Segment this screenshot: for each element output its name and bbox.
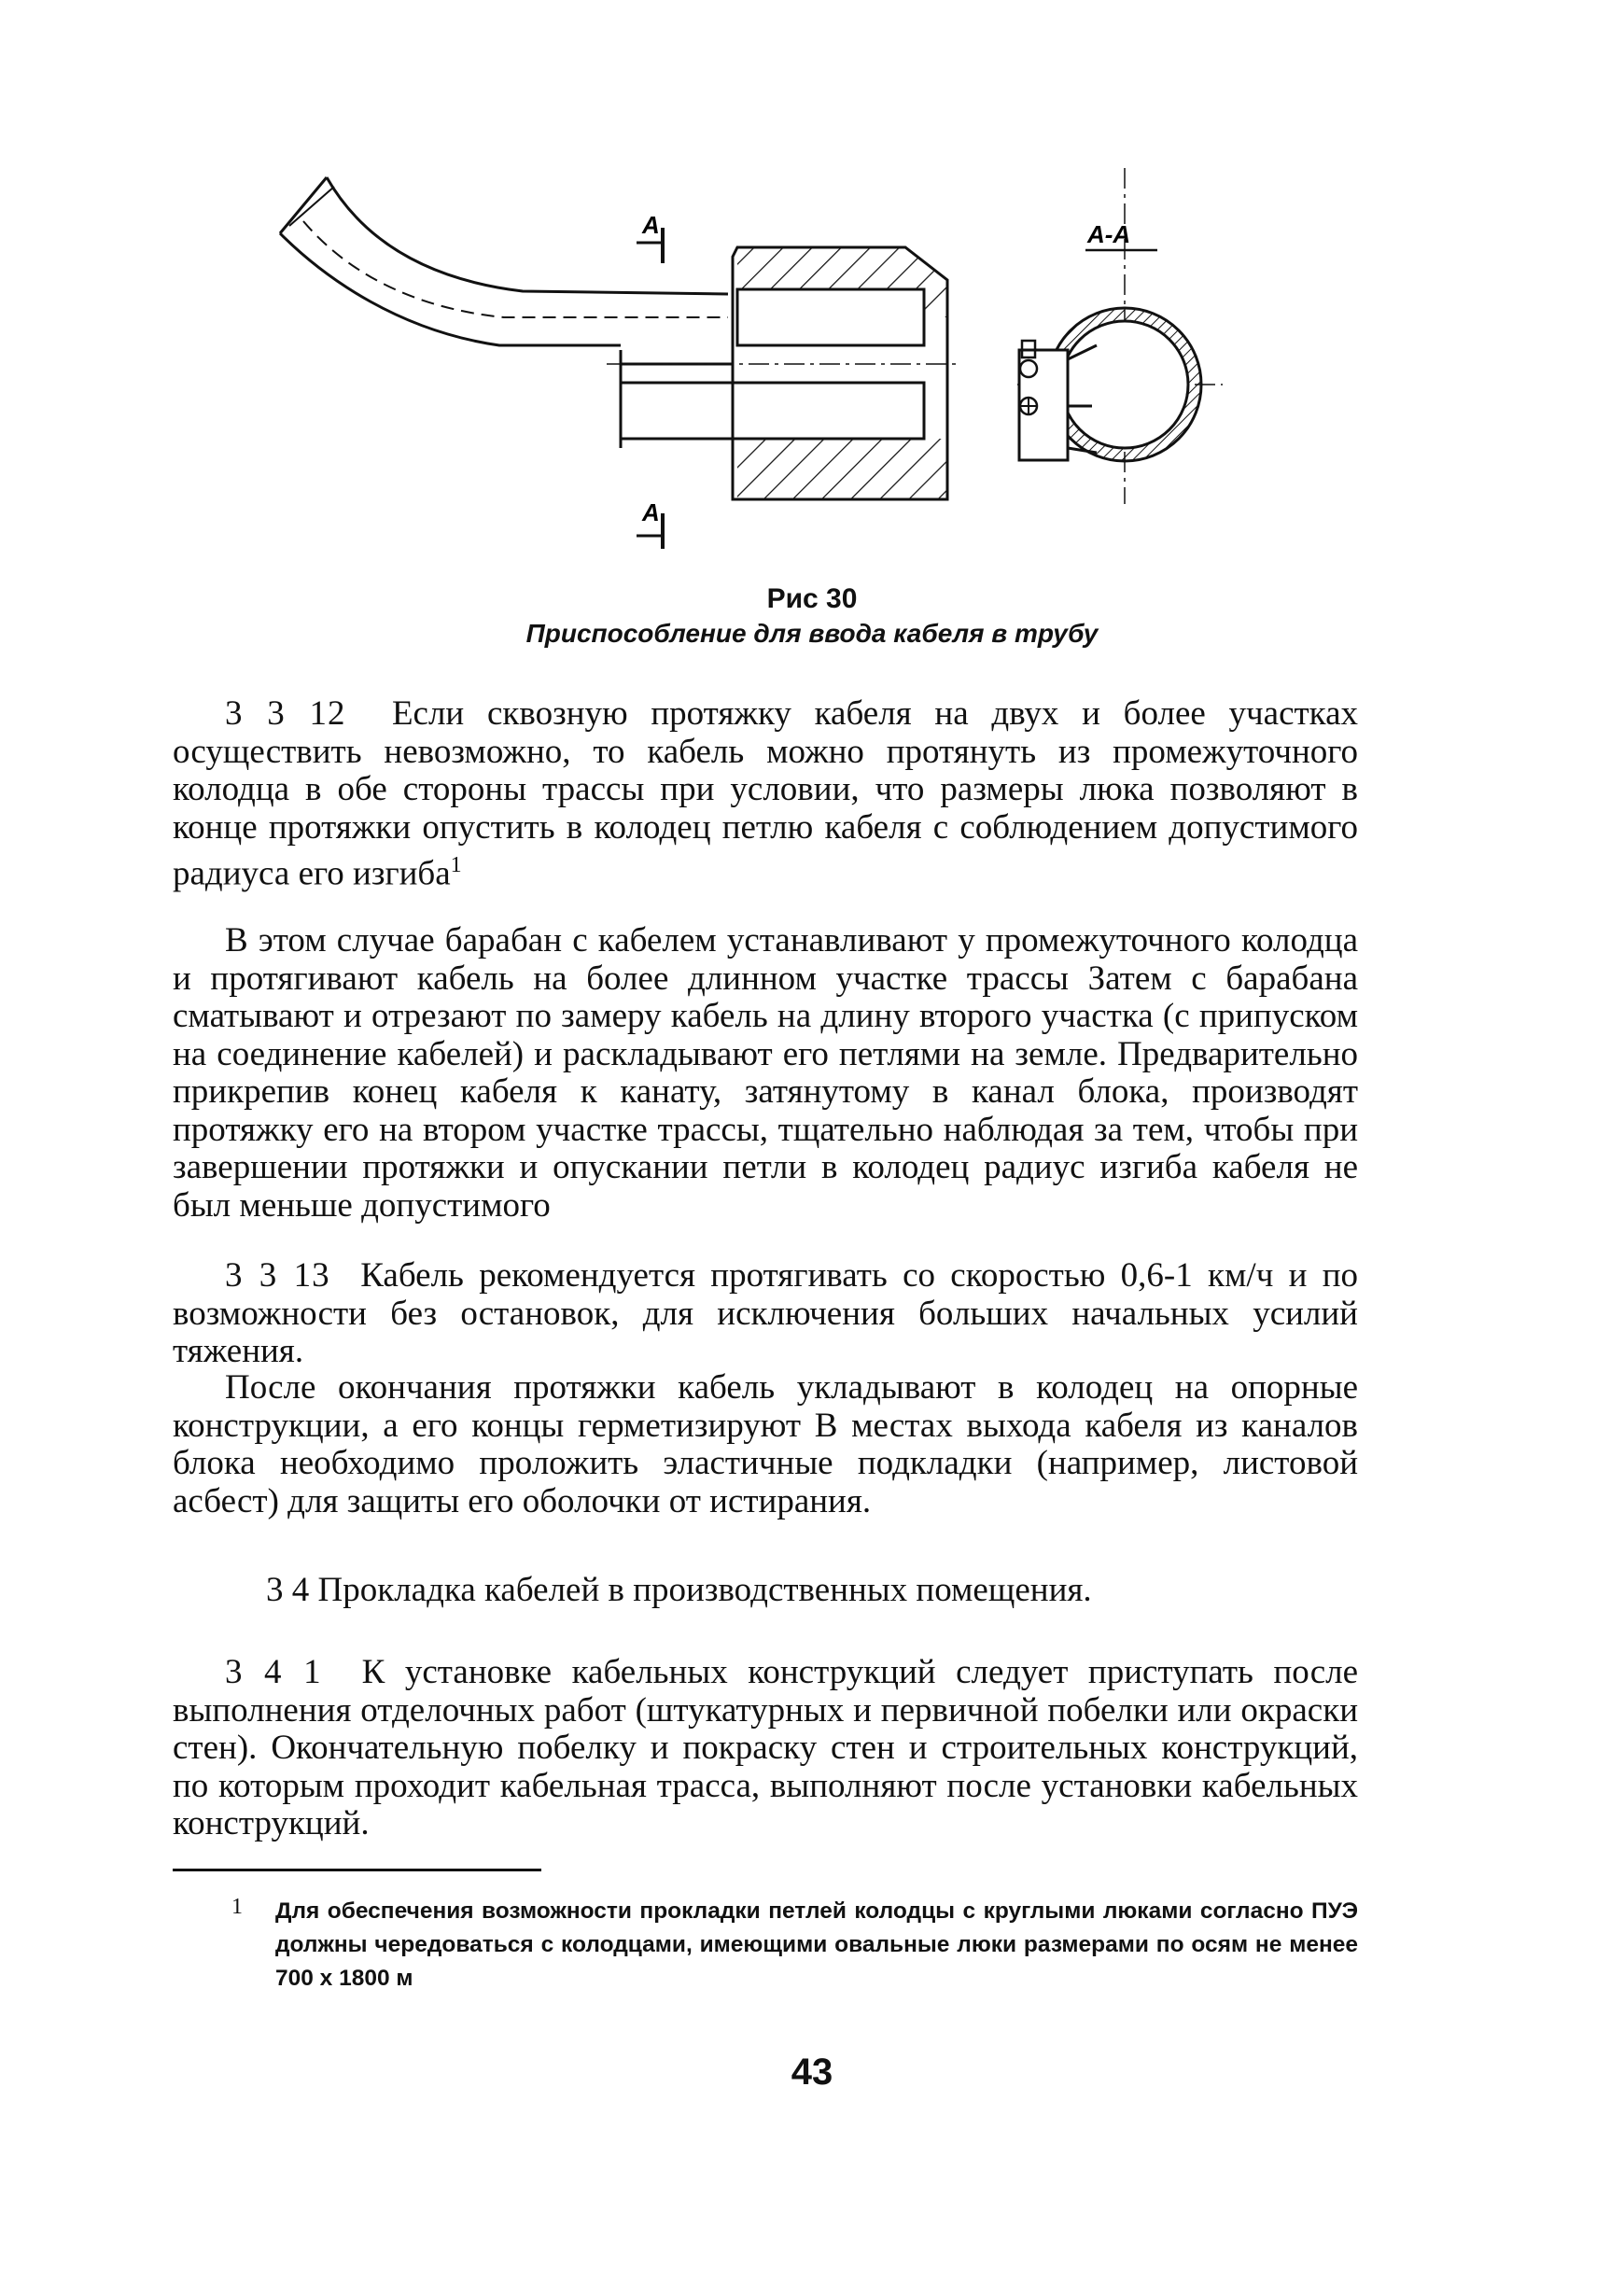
paragraph-text: К установке кабельных конструкций следует приступать после выполнения отделочных работ (штукатурных и первичной побелки или окраски стен). Окончательную побелку и покраску стен и строительных конструкций, по которым проходит кабельная трасса, выполняют после установки кабельных конструкций.: [173, 1653, 1358, 1842]
footnote-mark: 1: [231, 1895, 243, 1919]
paragraph-3-3-12: [173, 695, 1358, 893]
section-mark-bottom: [637, 498, 663, 549]
clamp-body-section: [607, 247, 961, 499]
svg-text:A: A: [642, 498, 660, 526]
figure-caption-title: Приспособление для ввода кабеля в трубу: [525, 619, 1099, 648]
page-number: 43: [791, 2052, 833, 2093]
paragraph-continuation: В этом случае барабан с кабелем устанавливают у промежуточного колодца и протягивают кабель на более длинном участке трассы Затем с барабана сматывают и отрезают по замеру кабель на длину второго участка (с припуском на соединение кабелей) и раскладывают его петлями на земле. Предварительно прикрепив конец кабеля к канату, затянутому в канал блока, производят протяжку его на втором участке трассы, тщательно наблюдая за тем, чтобы при завершении протяжки и опускании петли в колодец радиус изгиба кабеля не был меньше допустимого: [173, 921, 1358, 1225]
section-mark-top: [637, 211, 663, 263]
clause-number: 3 4 1: [225, 1653, 322, 1691]
section-heading: 3 4 Прокладка кабелей в производственных помещения.: [266, 1571, 1092, 1609]
figure-caption-number: Рис 30: [766, 583, 858, 614]
cable-entry-device-drawing: [252, 168, 1269, 579]
paragraph-3-4-1: [173, 1654, 1358, 1843]
footnote-reference[interactable]: 1: [450, 853, 462, 877]
cross-section-a-a: [1017, 168, 1223, 504]
clause-number: 3 3 13: [225, 1256, 330, 1295]
paragraph-text: Кабель рекомендуется протягивать со скоростью 0,6-1 км/ч и по возможности без остановок, для исключения больших начальных усилий тяжения.: [173, 1256, 1359, 1370]
paragraph-text: Если сквозную протяжку кабеля на двух и более участках осуществить невозможно, то кабель можно протянуть из промежуточного колодца в обе стороны трассы при условии, что размеры люка позволяют в конце протяжки опустить в колодец петлю кабеля с соблюдением допустимого радиуса его изгиба: [173, 694, 1359, 893]
footnote-text: Для обеспечения возможности прокладки петлей колодцы с круглыми люками согласно ПУЭ должны чередоваться с колодцами, имеющими овальные люки размерами по осям не менее 700 х 1800 м: [275, 1898, 1358, 1991]
clause-number: 3 3 12: [225, 694, 346, 733]
svg-text:A: A: [642, 211, 660, 239]
paragraph-3-3-13: [173, 1257, 1358, 1371]
paragraph-after-pulling: После окончания протяжки кабель укладывают в колодец на опорные конструкции, а его концы герметизируют В местах выхода кабеля из каналов блока необходимо проложить эластичные подкладки (например, листовой асбест) для защиты его оболочки от истирания.: [173, 1368, 1358, 1520]
svg-text:A-A: A-A: [1087, 220, 1131, 248]
footnote-divider: [173, 1869, 541, 1871]
